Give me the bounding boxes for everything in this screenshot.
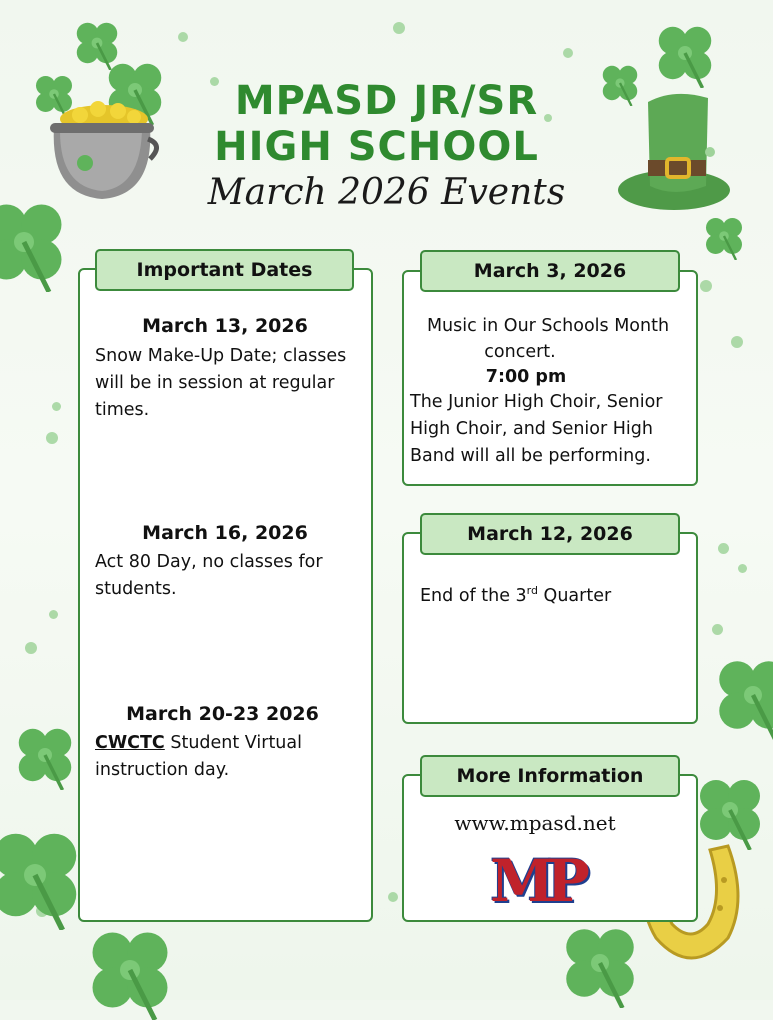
confetti-dot (46, 432, 58, 444)
march3-time: 7:00 pm (485, 367, 567, 387)
confetti-dot (178, 32, 188, 42)
march12-text-end: Quarter (537, 585, 612, 606)
shamrock-icon (708, 650, 773, 740)
shamrock-icon (80, 920, 180, 1020)
more-info-tab: More Information (420, 755, 680, 797)
march12-tab: March 12, 2026 (420, 513, 680, 555)
cwctc-link[interactable]: CWCTC (95, 733, 165, 753)
important-dates-tab: Important Dates (95, 249, 354, 291)
confetti-dot (388, 892, 398, 902)
march3-line1: Music in Our Schools Month (426, 316, 670, 336)
date-description: Act 80 Day, no classes for students. (95, 552, 323, 599)
date-description: Snow Make-Up Date; classes will be in session at regular times. (95, 346, 347, 420)
school-title-line1: MPASD JR/SR (234, 78, 539, 124)
date-heading: March 20-23 2026 (126, 703, 319, 725)
date-description-text: Student Virtual instruction day. (95, 733, 302, 780)
confetti-dot (718, 543, 729, 554)
march3-line2: concert. (484, 342, 556, 362)
date-description (95, 730, 363, 784)
confetti-dot (49, 610, 58, 619)
march3-description: The Junior High Choir, Senior High Choir, and Senior High Band will all be performing. (410, 392, 663, 466)
shamrock-icon (555, 918, 645, 1008)
date-heading: March 13, 2026 (142, 315, 308, 337)
confetti-dot (712, 624, 723, 635)
confetti-dot (25, 642, 37, 654)
confetti-dot (52, 402, 61, 411)
shamrock-icon (10, 720, 80, 790)
logo-text: MP (490, 847, 582, 915)
confetti-dot (700, 280, 712, 292)
march3-tab: March 3, 2026 (420, 250, 680, 292)
events-subtitle: March 2026 Events (207, 172, 566, 213)
confetti-dot (738, 564, 747, 573)
website-link[interactable]: www.mpasd.net (454, 811, 616, 835)
march12-card (402, 532, 698, 724)
shamrock-icon (700, 212, 748, 260)
confetti-dot (731, 336, 743, 348)
confetti-dot (563, 48, 573, 58)
march12-description (420, 577, 680, 610)
school-title-line2: HIGH SCHOOL (214, 124, 539, 170)
confetti-dot (393, 22, 405, 34)
march12-sup: rd (526, 584, 538, 597)
march12-text: End of the 3 (420, 585, 527, 606)
date-heading: March 16, 2026 (142, 522, 308, 544)
shamrock-icon (0, 820, 90, 930)
school-logo (488, 848, 584, 914)
